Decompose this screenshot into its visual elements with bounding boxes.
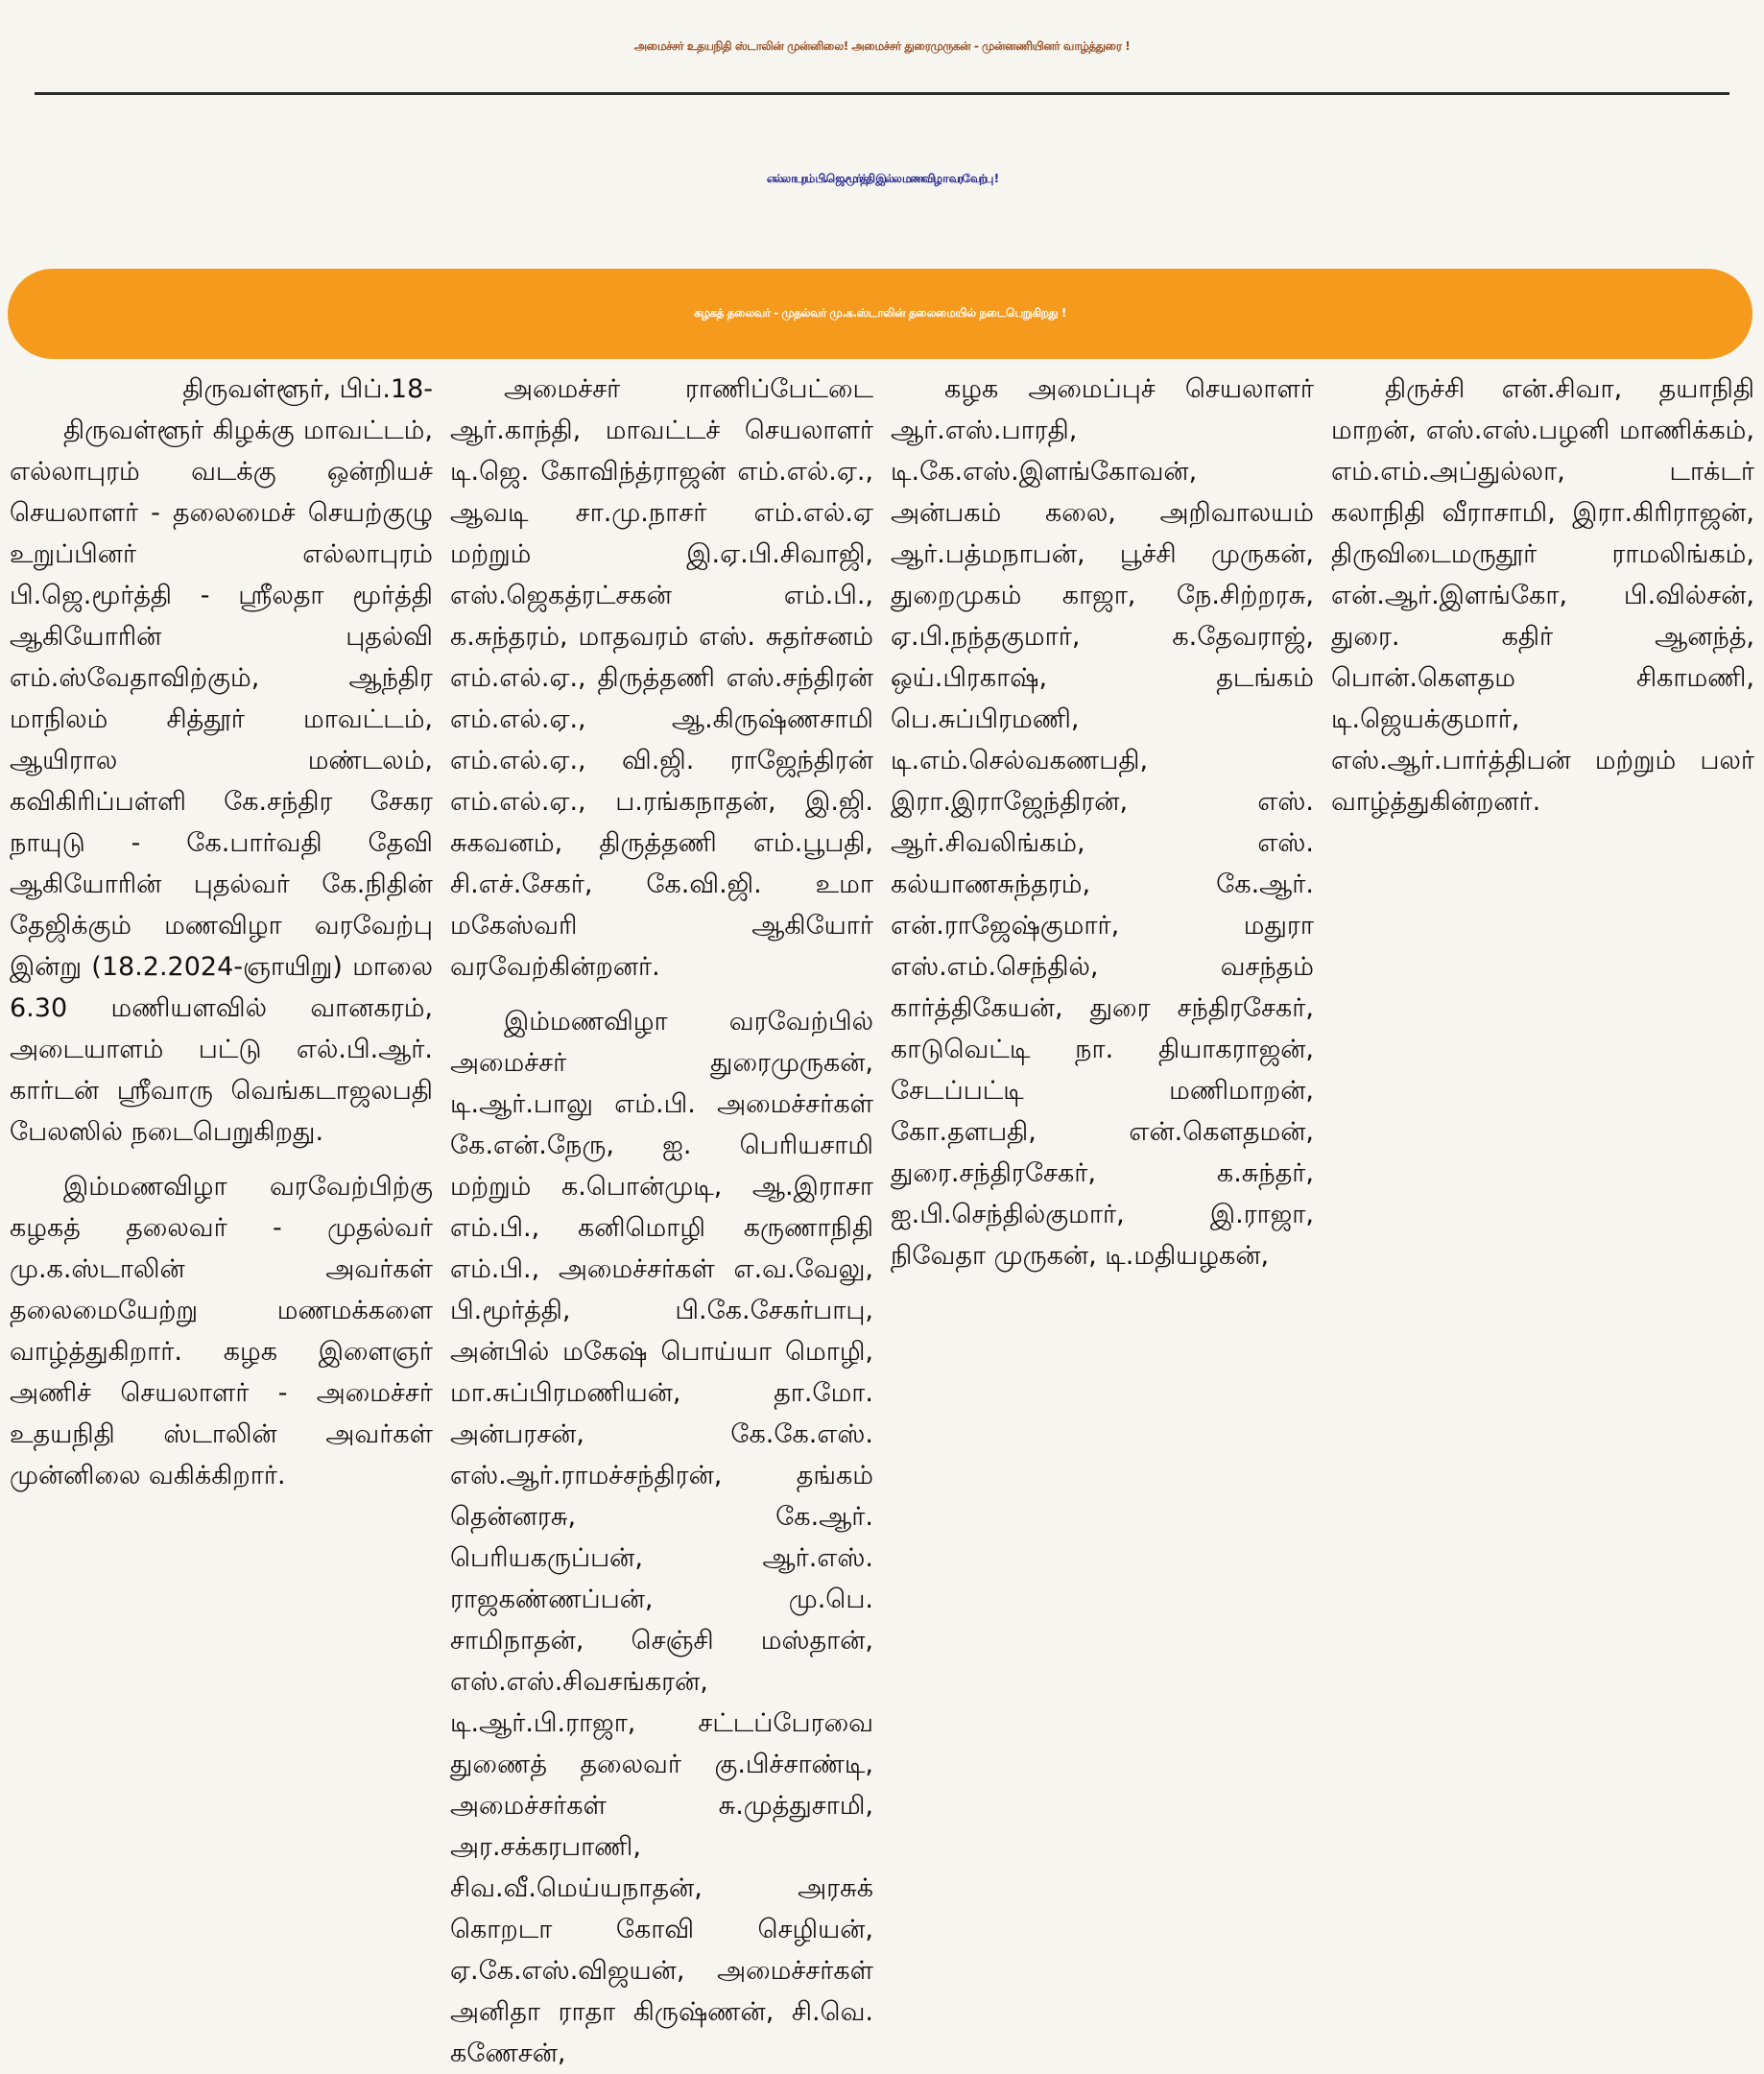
article-paragraph-5: கழக அமைப்புச் செயலாளர் ஆர்.எஸ்.பாரதி, டி.கே.எஸ்.இளங்கோவன், அன்பகம் கலை, அறிவாலயம் ஆர்.பத்மநாபன், பூச்சி முருகன், துறைமுகம் காஜா, நே.சிற்றரசு, ஏ.பி.நந்தகுமார், க.தேவராஜ், ஒய்.பிரகாஷ், தடங்கம் பெ.சுப்பிரமணி, டி.எம்.செல்வகணபதி, இரா.இராஜேந்திரன், எஸ். ஆர்.சிவலிங்கம், எஸ். கல்யாணசுந்தரம், கே.ஆர். என்.ராஜேஷ்குமார், மதுரா எஸ்.எம்.செந்தில், வசந்தம் கார்த்திகேயன், துரை சந்திரசேகர், காடுவெட்டி நா. தியாகராஜன், சேடப்பட்டி மணிமாறன், கோ.தளபதி, என்.கௌதமன், துரை.சந்திரசேகர், க.சுந்தர், ஐ.பி.செந்தில்குமார், இ.ராஜா, நிவேதா முருகன், டி.மதியழகன்,	[891, 374, 1314, 1271]
article-body	[10, 369, 1754, 2068]
article-paragraph-2: இம்மணவிழா வரவேற்பிற்கு கழகத் தலைவர் - முதல்வர் மு.க.ஸ்டாலின் அவர்கள் தலைமையேற்று மணமக்களை வாழ்த்துகிறார். கழக இளைஞர் அணிச் செயலாளர் - அமைச்சர் உதயநிதி ஸ்டாலின் அவர்கள் முன்னிலை வகிக்கிறார்.	[10, 1172, 433, 1490]
article-paragraph-3: அமைச்சர் ராணிப்பேட்டை ஆர்.காந்தி, மாவட்டச் செயலாளர் டி.ஜெ. கோவிந்த்ராஜன் எம்.எல்.ஏ., ஆவடி சா.மு.நாசர் எம்.எல்.ஏ மற்றும் இ.ஏ.பி.சிவாஜி, எஸ்.ஜெகத்ரட்சகன் எம்.பி., க.சுந்தரம், மாதவரம் எஸ். சுதர்சனம் எம்.எல்.ஏ., திருத்தணி எஸ்.சந்திரன் எம்.எல்.ஏ., ஆ.கிருஷ்ணசாமி எம்.எல்.ஏ., வி.ஜி. ராஜேந்திரன் எம்.எல்.ஏ., ப.ரங்கநாதன், இ.ஜி. சுகவனம், திருத்தணி எம்.பூபதி, சி.எச்.சேகர், கே.வி.ஜி. உமா மகேஸ்வரி ஆகியோர் வரவேற்கின்றனர்.	[450, 374, 873, 982]
article-paragraph-4: இம்மணவிழா வரவேற்பில் அமைச்சர் துரைமுருகன், டி.ஆர்.பாலு எம்.பி. அமைச்சர்கள் கே.என்.நேரு, ஐ. பெரியசாமி மற்றும் க.பொன்முடி, ஆ.இராசா எம்.பி., கனிமொழி கருணாநிதி எம்.பி., அமைச்சர்கள் எ.வ.வேலு, பி.மூர்த்தி, பி.கே.சேகர்பாபு, அன்பில் மகேஷ் பொய்யா மொழி, மா.சுப்பிரமணியன், தா.மோ. அன்பரசன், கே.கே.எஸ். எஸ்.ஆர்.ராமச்சந்திரன், தங்கம் தென்னரசு, கே.ஆர். பெரியகருப்பன், ஆர்.எஸ். ராஜகண்ணப்பன், மு.பெ. சாமிநாதன், செஞ்சி மஸ்தான், எஸ்.எஸ்.சிவசங்கரன், டி.ஆர்.பி.ராஜா, சட்டப்பேரவை துணைத் தலைவர் கு.பிச்சாண்டி, அமைச்சர்கள் சு.முத்துசாமி, அர.சக்கரபாணி, சிவ.வீ.மெய்யநாதன், அரசுக் கொறடா கோவி செழியன், ஏ.கே.எஸ்.விஜயன், அமைச்சர்கள் அனிதா ராதா கிருஷ்ணன், சி.வெ. கணேசன்,	[450, 1007, 873, 2068]
article-paragraph-6: திருச்சி என்.சிவா, தயாநிதி மாறன், எஸ்.எஸ்.பழனி மாணிக்கம், எம்.எம்.அப்துல்லா, டாக்டர் கலாநிதி வீராசாமி, இரா.கிரிராஜன், திருவிடைமருதூர் ராமலிங்கம், என்.ஆர்.இளங்கோ, பி.வில்சன், துரை. கதிர் ஆனந்த், பொன்.கௌதம சிகாமணி, டி.ஜெயக்குமார், எஸ்.ஆர்.பார்த்திபன் மற்றும் பலர் வாழ்த்துகின்றனர்.	[1331, 374, 1754, 817]
dateline: திருவள்ளூர், பிப்.18-	[182, 374, 433, 404]
article-column-1	[10, 369, 433, 1528]
article-paragraph-1: திருவள்ளூர் கிழக்கு மாவட்டம், எல்லாபுரம் வடக்கு ஒன்றியச் செயலாளர் - தலைமைச் செயற்குழு உறுப்பினர் எல்லாபுரம் பி.ஜெ.மூர்த்தி - ஸ்ரீலதா மூர்த்தி ஆகியோரின் புதல்வி எம்.ஸ்வேதாவிற்கும், ஆந்திர மாநிலம் சித்தூர் மாவட்டம், ஆயிரால மண்டலம், கவிகிரிப்பள்ளி கே.சந்திர சேகர நாயுடு - கே.பார்வதி தேவி ஆகியோரின் புதல்வர் கே.நிதின் தேஜிக்கும் மணவிழா வரவேற்பு இன்று (18.2.2024-ஞாயிறு) மாலை 6.30 மணியளவில் வானகரம், அடையாளம் பட்டு எல்.பி.ஆர். கார்டன் ஸ்ரீவாரு வெங்கடாஜலபதி பேலஸில் நடைபெறுகிறது.	[10, 416, 433, 1147]
divider-rule	[35, 92, 1729, 95]
headline: எல்லாபுரம் பி.ஜெ.மூர்த்தி இல்ல மணவிழா வரவேற்பு !	[766, 172, 998, 185]
article-column-3	[891, 369, 1314, 1528]
kicker-line: அமைச்சர் உதயநிதி ஸ்டாலின் முன்னிலை! அமைச்சர் துரைமுருகன் - முன்னணியினர் வாழ்த்துரை !	[633, 39, 1131, 53]
subheadline-banner: கழகத் தலைவர் - முதல்வர் மு.க.ஸ்டாலின் தலைமையில் நடைபெறுகிறது !	[8, 269, 1752, 359]
article-column-4	[1331, 369, 1754, 1528]
article-column-2	[450, 369, 873, 2068]
